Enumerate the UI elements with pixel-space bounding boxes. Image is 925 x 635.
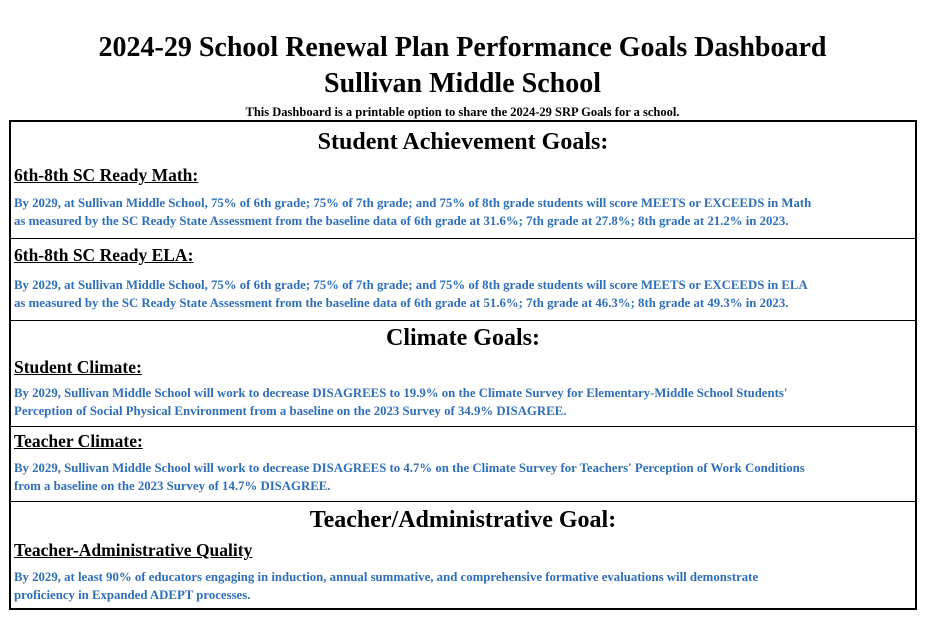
teacher-admin-heading: Teacher/Administrative Goal: — [309, 507, 617, 533]
ela-goal-text-line1: By 2029, at Sullivan Middle School, 75% of 6th grade; 75% of 7th grade; and 75% of 8th grade students will score MEETS or EXCEEDS in ELA — [14, 278, 808, 292]
math-goal-text-line2: as measured by the SC Ready State Assessment from the baseline data of 6th grade at 31.6%; 7th grade at 27.8%; 8th grade at 21.2% in 2023. — [14, 214, 789, 228]
teacher-climate-row — [11, 427, 915, 502]
student-climate-text-line2: Perception of Social Physical Environment from a baseline on the 2023 Survey of 34.9% DISAGREE. — [14, 404, 567, 418]
math-goal-row — [11, 122, 915, 239]
school-name: Sullivan Middle School — [324, 68, 601, 99]
teacher-climate-label: Teacher Climate: — [14, 431, 143, 451]
teacher-admin-quality-text — [14, 568, 914, 604]
math-goal-text — [14, 194, 914, 230]
page-title: 2024-29 School Renewal Plan Performance Goals Dashboard — [98, 32, 827, 63]
teacher-admin-quality-label: Teacher-Administrative Quality — [14, 540, 253, 560]
ela-goal-row — [11, 239, 915, 321]
ela-goal-text-line2: as measured by the SC Ready State Assessment from the baseline data of 6th grade at 51.6%; 7th grade at 46.3%; 8th grade at 49.3% in 2023. — [14, 296, 789, 310]
student-achievement-heading: Student Achievement Goals: — [317, 129, 609, 155]
math-goal-text-line1: By 2029, at Sullivan Middle School, 75% of 6th grade; 75% of 7th grade; and 75% of 8th grade students will score MEETS or EXCEEDS in Math — [14, 196, 812, 210]
student-climate-text — [14, 384, 914, 420]
goals-table — [9, 120, 917, 610]
student-climate-row — [11, 321, 915, 427]
teacher-admin-quality-text-line2: proficiency in Expanded ADEPT processes. — [14, 588, 251, 602]
climate-heading: Climate Goals: — [386, 325, 540, 351]
teacher-admin-quality-text-line1: By 2029, at least 90% of educators engaging in induction, annual summative, and comprehensive formative evaluations will demonstrate — [14, 570, 759, 584]
ela-goal-label: 6th-8th SC Ready ELA: — [14, 245, 194, 265]
teacher-climate-text — [14, 459, 914, 495]
teacher-climate-text-line2: from a baseline on the 2023 Survey of 14.7% DISAGREE. — [14, 479, 331, 493]
page-subtitle: This Dashboard is a printable option to share the 2024-29 SRP Goals for a school. — [245, 105, 680, 119]
teacher-climate-text-line1: By 2029, Sullivan Middle School will work to decrease DISAGREES to 4.7% on the Climate Survey for Teachers' Perception of Work Conditions — [14, 461, 805, 475]
student-climate-label: Student Climate: — [14, 357, 142, 377]
student-climate-text-line1: By 2029, Sullivan Middle School will work to decrease DISAGREES to 19.9% on the Climate Survey for Elementary-Middle School Students' — [14, 386, 788, 400]
math-goal-label: 6th-8th SC Ready Math: — [14, 165, 199, 185]
teacher-admin-row — [11, 502, 915, 608]
ela-goal-text — [14, 276, 914, 312]
